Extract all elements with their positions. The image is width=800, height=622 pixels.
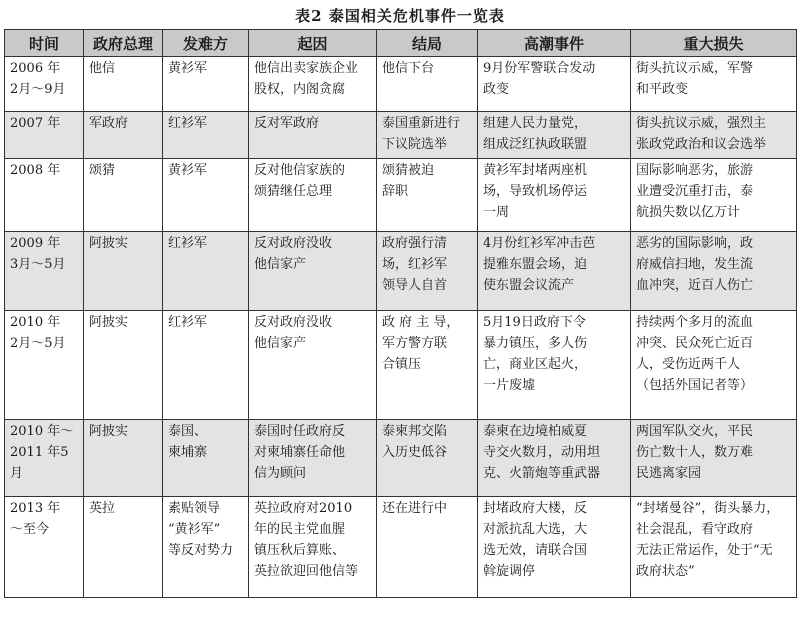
- cell-prime-minister: 他信: [84, 57, 163, 112]
- cell-climax-event: 9月份军警联合发动 政变: [478, 57, 631, 112]
- cell-cause: 泰国时任政府反 对柬埔寨任命他 信为顾问: [249, 420, 377, 497]
- cell-outcome: 政府强行清 场，红衫军 领导人自首: [377, 232, 478, 311]
- cell-time: 2006 年 2月～9月: [5, 57, 84, 112]
- cell-prime-minister: 军政府: [84, 112, 163, 159]
- header-initiator: 发难方: [163, 30, 249, 57]
- cell-climax-event: 5月19日政府下令 暴力镇压，多人伤 亡，商业区起火， 一片废墟: [478, 311, 631, 420]
- cell-time: 2010 年 2月～5月: [5, 311, 84, 420]
- cell-climax-event: 4月份红衫军冲击芭 提雅东盟会场，迫 使东盟会议流产: [478, 232, 631, 311]
- header-time: 时间: [5, 30, 84, 57]
- table-title: 表2 泰国相关危机事件一览表: [295, 7, 505, 25]
- cell-major-loss: 街头抗议示威，军警 和平政变: [631, 57, 797, 112]
- table-row: [5, 420, 797, 497]
- cell-cause: 反对政府没收 他信家产: [249, 232, 377, 311]
- cell-prime-minister: 阿披实: [84, 311, 163, 420]
- cell-major-loss: 街头抗议示威，强烈主 张政党政治和议会选举: [631, 112, 797, 159]
- cell-time: 2007 年: [5, 112, 84, 159]
- cell-initiator: 红衫军: [163, 232, 249, 311]
- cell-climax-event: 封堵政府大楼，反 对派抗乱大选，大 选无效，请联合国 斡旋调停: [478, 497, 631, 598]
- cell-cause: 他信出卖家族企业 股权，内阁贪腐: [249, 57, 377, 112]
- table-row: [5, 159, 797, 232]
- cell-time: 2008 年: [5, 159, 84, 232]
- cell-climax-event: 泰柬在边境柏威夏 寺交火数月，动用坦 克、火箭炮等重武器: [478, 420, 631, 497]
- cell-initiator: 泰国、 柬埔寨: [163, 420, 249, 497]
- table-row: [5, 497, 797, 598]
- cell-outcome: 还在进行中: [377, 497, 478, 598]
- cell-initiator: 黄衫军: [163, 159, 249, 232]
- cell-initiator: 黄衫军: [163, 57, 249, 112]
- cell-cause: 反对政府没收 他信家产: [249, 311, 377, 420]
- cell-outcome: 泰国重新进行 下议院选举: [377, 112, 478, 159]
- cell-outcome: 颂猜被迫 辞职: [377, 159, 478, 232]
- cell-major-loss: 国际影响恶劣，旅游 业遭受沉重打击，泰 航损失数以亿万计: [631, 159, 797, 232]
- cell-outcome: 政 府 主 导， 军方警方联 合镇压: [377, 311, 478, 420]
- cell-prime-minister: 阿披实: [84, 232, 163, 311]
- table-row: [5, 311, 797, 420]
- cell-initiator: 红衫军: [163, 311, 249, 420]
- header-row: [5, 30, 797, 57]
- cell-initiator: 红衫军: [163, 112, 249, 159]
- cell-major-loss: “封堵曼谷”，街头暴力， 社会混乱，看守政府 无法正常运作，处于“无 政府状态”: [631, 497, 797, 598]
- header-cause: 起因: [249, 30, 377, 57]
- cell-major-loss: 持续两个多月的流血 冲突、民众死亡近百 人，受伤近两千人 （包括外国记者等）: [631, 311, 797, 420]
- cell-initiator: 素贴领导 “黄衫军” 等反对势力: [163, 497, 249, 598]
- cell-time: 2013 年 ～至今: [5, 497, 84, 598]
- table-row: [5, 57, 797, 112]
- header-prime-minister: 政府总理: [84, 30, 163, 57]
- table-row: [5, 232, 797, 311]
- cell-climax-event: 黄衫军封堵两座机 场，导致机场停运 一周: [478, 159, 631, 232]
- header-climax-event: 高潮事件: [478, 30, 631, 57]
- header-outcome: 结局: [377, 30, 478, 57]
- cell-outcome: 他信下台: [377, 57, 478, 112]
- cell-time: 2010 年～ 2011 年5月: [5, 420, 84, 497]
- cell-cause: 英拉政府对2010 年的民主党血腥 镇压秋后算账、 英拉欲迎回他信等: [249, 497, 377, 598]
- cell-prime-minister: 英拉: [84, 497, 163, 598]
- cell-time: 2009 年 3月～5月: [5, 232, 84, 311]
- cell-cause: 反对他信家族的 颂猜继任总理: [249, 159, 377, 232]
- cell-major-loss: 两国军队交火，平民 伤亡数十人，数万难 民逃离家园: [631, 420, 797, 497]
- cell-prime-minister: 阿披实: [84, 420, 163, 497]
- header-major-loss: 重大损失: [631, 30, 797, 57]
- cell-prime-minister: 颂猜: [84, 159, 163, 232]
- cell-cause: 反对军政府: [249, 112, 377, 159]
- cell-major-loss: 恶劣的国际影响，政 府威信扫地，发生流 血冲突，近百人伤亡: [631, 232, 797, 311]
- cell-outcome: 泰柬邦交陷 入历史低谷: [377, 420, 478, 497]
- cell-climax-event: 组建人民力量党， 组成泛红执政联盟: [478, 112, 631, 159]
- crisis-events-table: [4, 29, 797, 598]
- table-row: [5, 112, 797, 159]
